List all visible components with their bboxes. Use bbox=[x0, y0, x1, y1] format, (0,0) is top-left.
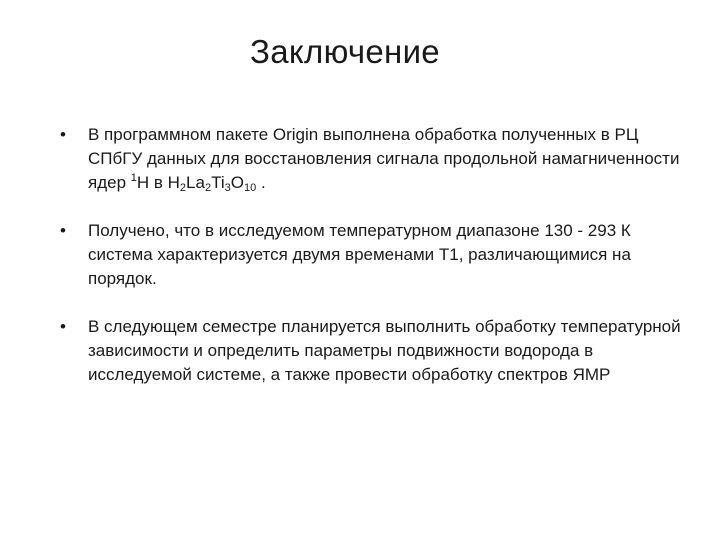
bullet-icon: • bbox=[60, 221, 66, 240]
bullet-icon: • bbox=[60, 125, 66, 144]
formula-subscript: 2 bbox=[179, 182, 187, 194]
bullet-list bbox=[60, 123, 688, 411]
bullet-icon: • bbox=[60, 317, 66, 336]
formula-element: O bbox=[230, 173, 244, 192]
bullet-item-origin-processing bbox=[60, 123, 688, 195]
bullet-text: В следующем семестре планируется выполнить обработку температурной зависимости и определить параметры подвижности водорода в исследуемой системе, а также провести обработку спектров ЯМР bbox=[88, 317, 681, 384]
formula-subscript: 2 bbox=[204, 182, 212, 194]
isotope-symbol: H в H bbox=[136, 173, 180, 192]
formula-subscript: 3 bbox=[224, 182, 231, 194]
bullet-text-part: . bbox=[256, 173, 266, 192]
bullet-item-temperature-range bbox=[60, 219, 688, 291]
bullet-item-next-semester bbox=[60, 315, 688, 387]
slide-title: Заключение bbox=[250, 33, 440, 70]
isotope-mass-number: 1 bbox=[130, 172, 137, 184]
formula-element: La bbox=[186, 173, 205, 192]
bullet-text: Получено, что в исследуемом температурном диапазоне 130 - 293 К система характеризуется двумя временами Т1, различающимися на порядок. bbox=[88, 221, 631, 288]
formula-element: Ti bbox=[211, 173, 225, 192]
bullet-text-part: В программном пакете Origin выполнена обработка полученных в РЦ СПбГУ данных для восстановления сигнала продольной намагниченности ядер bbox=[88, 125, 680, 192]
formula-subscript: 10 bbox=[243, 182, 257, 194]
